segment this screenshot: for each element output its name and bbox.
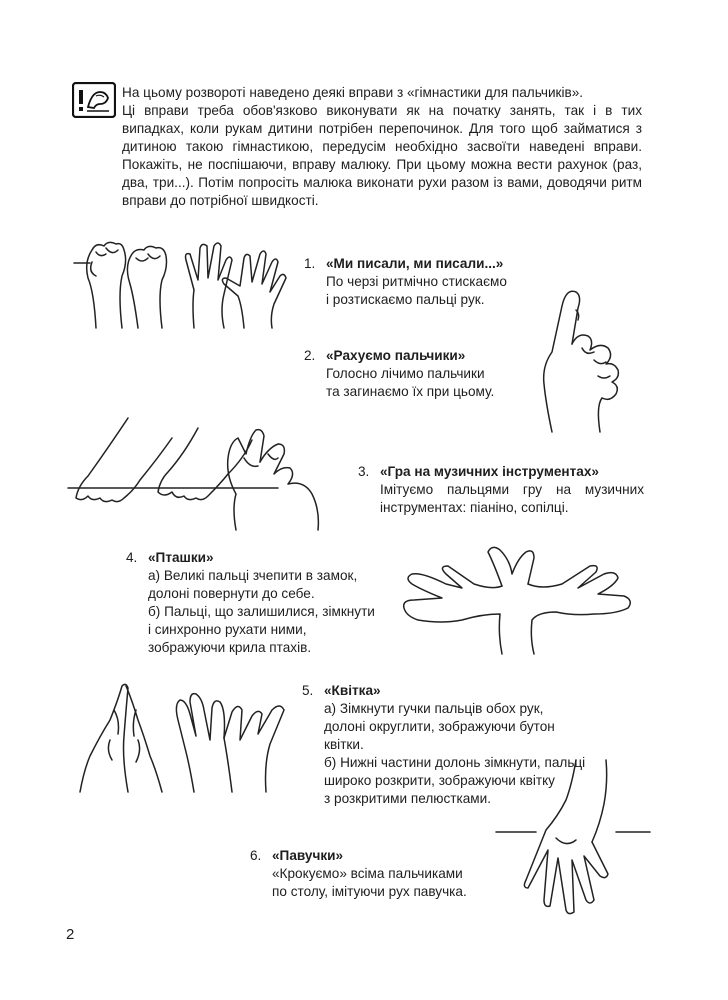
intro-paragraph: Ці вправи треба обов'язково виконувати як на початку занять, так і в тих випадках, коли рукам дитини потрібен перепочинок. Для того щоб займатися з дитиною такою гімнастикою, передусім необхідно засвоїти наведені вправи. Покажіть, не поспішаючи, вправу малюку. При цьому можна вести рахунок (раз, два, три...). Потім попросіть малюка виконати рухи разом із вами, доводячи ритм вправи до потрібної швидкості. [122, 103, 642, 208]
exercise-line: долоні повернути до себе. [148, 586, 315, 601]
exercise-line: б) Пальці, що залишилися, зімкнути [148, 604, 375, 619]
exercise-1 [304, 255, 564, 309]
exercise-line: б) Нижні частини долонь зімкнути, пальці [324, 755, 586, 770]
exercise-line: долоні округлити, зображуючи бутон [324, 719, 555, 734]
exercise-number: 3. [358, 464, 370, 479]
spider-hand-illustration [496, 760, 650, 918]
exercise-line: а) Великі пальці зчепити в замок, [148, 568, 358, 583]
exercise-number: 1. [304, 256, 316, 271]
exercise-line: зображуючи крила птахів. [148, 640, 312, 655]
exercise-title: «Рахуємо пальчики» [326, 348, 466, 363]
exercise-4 [126, 549, 396, 657]
fists-and-open-hands-illustration [74, 232, 296, 330]
exercise-line: широко розкрити, зображуючи квітку [324, 773, 555, 788]
exercise-line: і синхронно рухати ними, [148, 622, 307, 637]
exercise-6 [250, 847, 500, 901]
counting-fingers-hand-illustration [532, 286, 632, 432]
intro-text [122, 84, 642, 210]
exercise-title: «Павучки» [272, 848, 344, 863]
exercise-line: а) Зімкнути гучки пальців обох рук, [324, 701, 544, 716]
exercise-3 [358, 463, 644, 517]
page-number: 2 [66, 926, 75, 943]
exercise-line: По черзі ритмічно стискаємо [326, 274, 507, 289]
exercise-number: 2. [304, 348, 316, 363]
exercise-number: 6. [250, 848, 262, 863]
bird-hands-illustration [402, 544, 634, 654]
exercise-line: Голосно лічимо пальчики [326, 366, 485, 381]
exercise-line: та загинаємо їх при цьому. [326, 384, 495, 399]
exercise-title: «Гра на музичних інструментах» [380, 464, 599, 479]
exercise-title: «Пташки» [148, 550, 214, 565]
exercise-2 [304, 347, 544, 401]
exercise-line: по столу, імітуючи рух павучка. [272, 884, 467, 899]
intro-line: На цьому розвороті наведено деякі вправи з «гімнастики для пальчиків». [122, 85, 584, 100]
playing-instruments-illustration [68, 418, 340, 530]
exercise-line: з розкритими пелюстками. [324, 791, 491, 806]
exercise-line: квітки. [324, 737, 364, 752]
warning-book-icon [72, 82, 116, 118]
exercise-number: 5. [302, 683, 314, 698]
exercise-line: і розтискаємо пальці рук. [326, 292, 485, 307]
exercise-title: «Ми писали, ми писали...» [326, 256, 504, 271]
flower-hands-illustration [70, 680, 298, 792]
exercise-line: Імітуємо пальцями гру на музичних інструментах: піаніно, сопілці. [380, 482, 644, 515]
exercise-line: «Крокуємо» всіма пальчиками [272, 866, 463, 881]
exercise-number: 4. [126, 550, 138, 565]
exercise-title: «Квітка» [324, 683, 381, 698]
